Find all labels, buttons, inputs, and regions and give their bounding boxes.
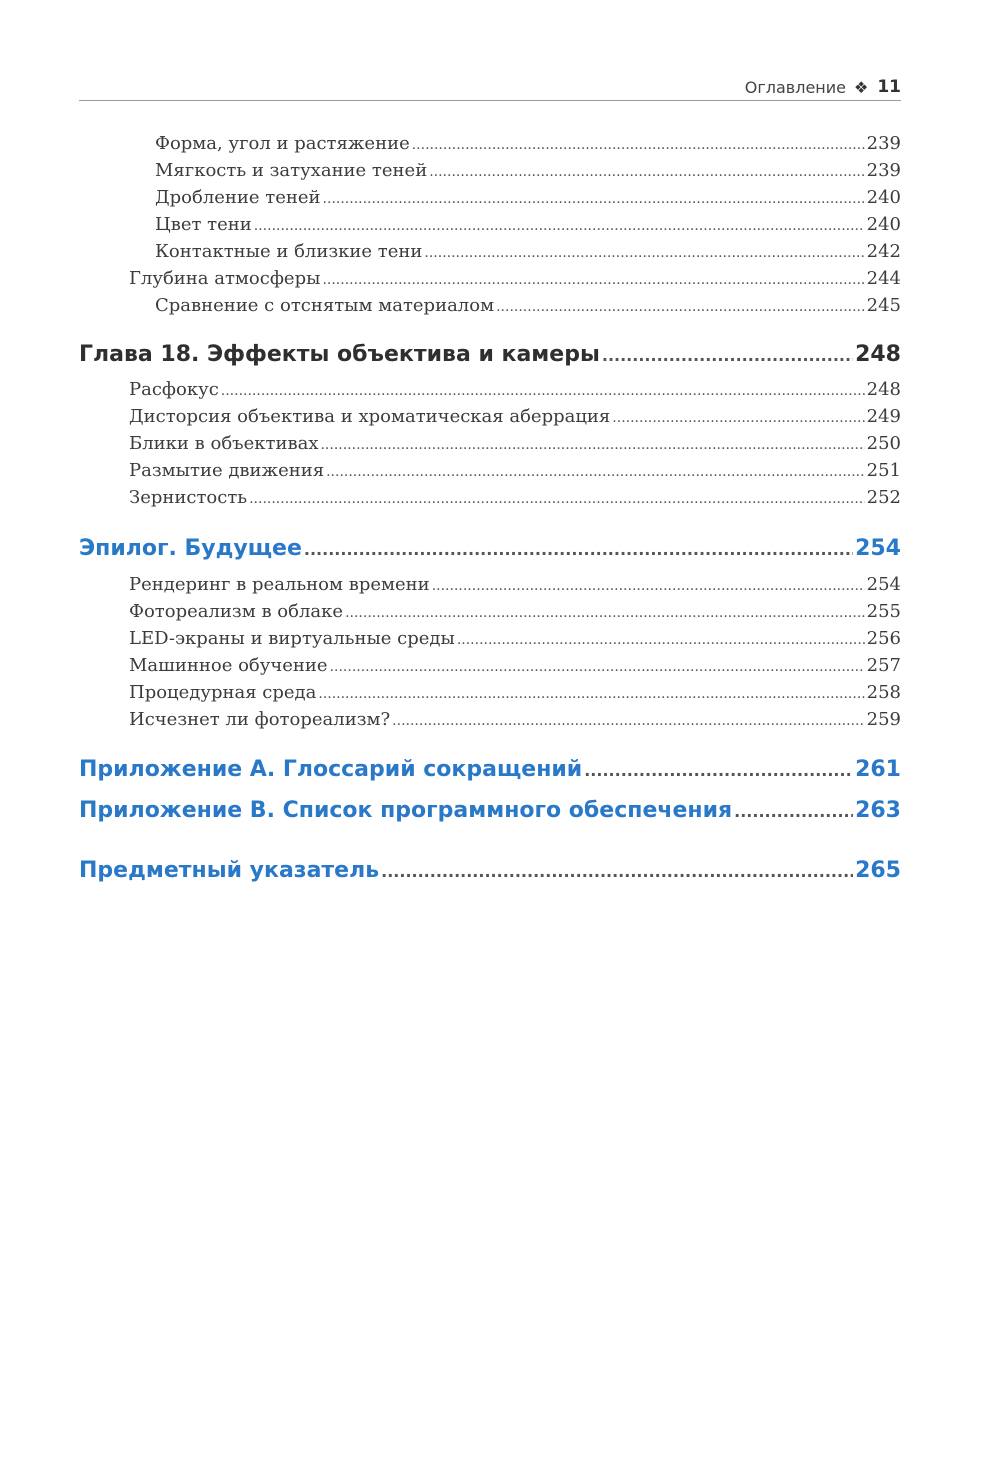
toc-entry[interactable] (79, 572, 901, 598)
dot-leader (304, 533, 853, 567)
toc-chapter-page: 265 (855, 858, 901, 883)
dot-leader (429, 159, 864, 185)
toc-entry-title: Расфокус (129, 379, 219, 400)
toc-entry-page: 239 (866, 160, 901, 181)
toc-entry[interactable] (79, 212, 901, 238)
toc-entry-page: 255 (866, 601, 901, 622)
toc-entry-title: Зернистость (129, 487, 248, 508)
toc-chapter[interactable] (79, 753, 901, 787)
dot-leader (392, 708, 864, 734)
toc-entry[interactable] (79, 599, 901, 625)
toc-entry-title: Цвет тени (155, 214, 252, 235)
toc-chapter[interactable] (79, 532, 901, 566)
toc-entry-title: Блики в объективах (129, 433, 319, 454)
toc-entry[interactable] (79, 485, 901, 511)
toc-entry[interactable] (79, 680, 901, 706)
toc-entry[interactable] (79, 293, 901, 319)
toc-chapter-title: Эпилог. Будущее (79, 536, 302, 561)
toc-entry-page: 259 (866, 709, 901, 730)
toc-chapter-page: 261 (855, 757, 901, 782)
toc-entry[interactable] (79, 131, 901, 157)
toc-entry-page: 248 (866, 379, 901, 400)
toc-entry-page: 252 (866, 487, 901, 508)
dot-leader (326, 459, 865, 485)
dot-leader (457, 627, 865, 653)
toc-chapter-title: Предметный указатель (79, 858, 380, 883)
dot-leader (221, 378, 865, 404)
toc-chapter[interactable] (79, 794, 901, 828)
dot-leader (734, 795, 853, 829)
page-number: 11 (877, 77, 901, 97)
toc-entry[interactable] (79, 431, 901, 457)
toc-entry[interactable] (79, 239, 901, 265)
toc-entry[interactable] (79, 626, 901, 652)
dot-leader (381, 855, 853, 889)
toc-entry-page: 245 (866, 295, 901, 316)
toc-entry[interactable] (79, 653, 901, 679)
toc-entry-page: 251 (866, 460, 901, 481)
toc-entry-title: Размытие движения (129, 460, 325, 481)
toc-entry-title: Исчезнет ли фотореализм? (129, 709, 391, 730)
toc-entry-page: 258 (866, 682, 901, 703)
toc-entry-page: 250 (866, 433, 901, 454)
toc-entry-page: 256 (866, 628, 901, 649)
dot-leader (254, 213, 865, 239)
toc-entry-title: Форма, угол и растяжение (155, 133, 410, 154)
toc-entry[interactable] (79, 377, 901, 403)
running-header-title: Оглавление (744, 77, 846, 97)
dot-leader (330, 654, 865, 680)
toc-entry-page: 242 (866, 241, 901, 262)
toc-entry[interactable] (79, 458, 901, 484)
toc-entry-title: Процедурная среда (129, 682, 317, 703)
toc-entry-page: 257 (866, 655, 901, 676)
toc-entry[interactable] (79, 158, 901, 184)
dot-leader (249, 486, 865, 512)
toc-chapter[interactable] (79, 338, 901, 372)
toc-entry-page: 254 (866, 574, 901, 595)
toc-entry-page: 249 (866, 406, 901, 427)
dot-leader (612, 405, 864, 431)
toc-chapter[interactable] (79, 854, 901, 888)
toc-entry[interactable] (79, 404, 901, 430)
toc-entry-title: Фотореализм в облаке (129, 601, 344, 622)
toc-entry-title: Дисторсия объектива и хроматическая аберрация (129, 406, 611, 427)
toc-entry-title: Машинное обучение (129, 655, 328, 676)
dot-leader (323, 186, 865, 212)
toc-entry-page: 244 (866, 268, 901, 289)
toc-chapter-title: Приложение В. Список программного обеспечения (79, 798, 733, 823)
dot-leader (432, 573, 865, 599)
toc-entry[interactable] (79, 707, 901, 733)
toc-entry-title: LED-экраны и виртуальные среды (129, 628, 455, 649)
dot-leader (496, 294, 865, 320)
toc-entry-title: Рендеринг в реальном времени (129, 574, 430, 595)
toc-entry-title: Сравнение с отснятым материалом (155, 295, 495, 316)
toc-entry-title: Контактные и близкие тени (155, 241, 423, 262)
toc-entry-title: Глубина атмосферы (129, 268, 321, 289)
toc-chapter-page: 248 (855, 342, 901, 367)
dot-leader (412, 132, 865, 158)
toc-entry-title: Мягкость и затухание теней (155, 160, 428, 181)
toc-entry[interactable] (79, 185, 901, 211)
toc-entry[interactable] (79, 266, 901, 292)
toc-entry-title: Дробление теней (155, 187, 321, 208)
dot-leader (584, 754, 853, 788)
dot-leader (345, 600, 865, 626)
toc-chapter-title: Глава 18. Эффекты объектива и камеры (79, 342, 600, 367)
toc-chapter-title: Приложение А. Глоссарий сокращений (79, 757, 583, 782)
dot-leader (602, 339, 853, 373)
dot-leader (322, 267, 864, 293)
dot-leader (318, 681, 864, 707)
fleuron-icon: ❖ (853, 77, 869, 97)
toc-entry-page: 240 (866, 187, 901, 208)
toc-entry-page: 240 (866, 214, 901, 235)
toc-chapter-page: 263 (855, 798, 901, 823)
dot-leader (320, 432, 864, 458)
running-header (79, 74, 901, 101)
toc-entry-page: 239 (866, 133, 901, 154)
toc-chapter-page: 254 (855, 536, 901, 561)
dot-leader (424, 240, 864, 266)
